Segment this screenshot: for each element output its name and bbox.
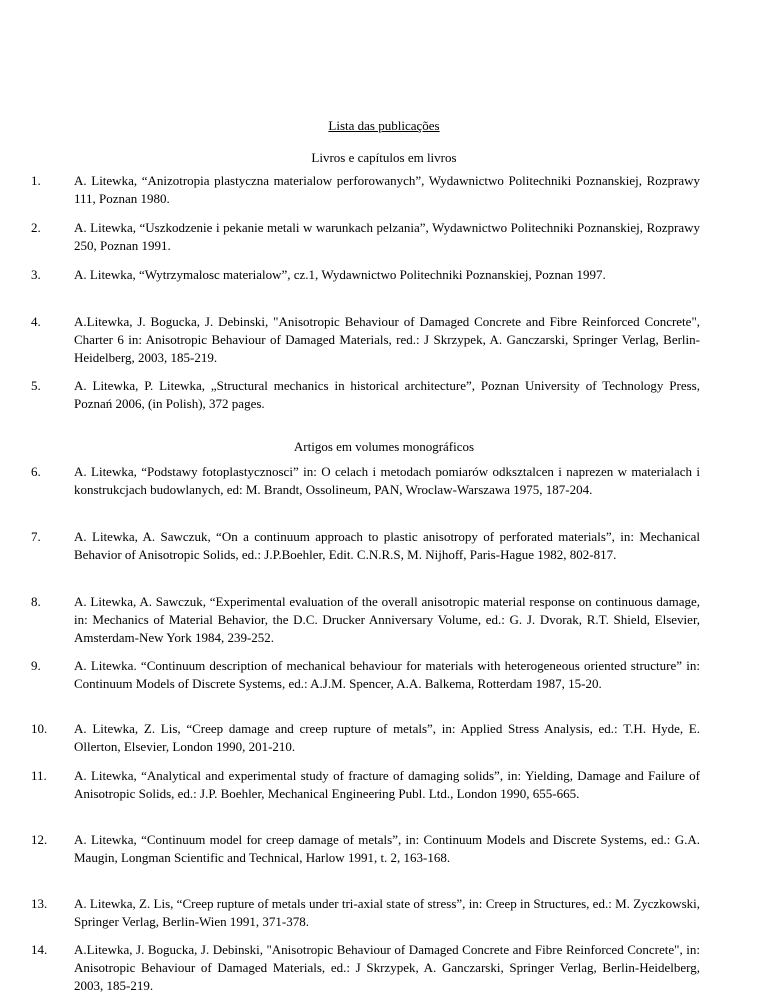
item-text: A. Litewka, “Anizotropia plastyczna materialow perforowanych”, Wydawnictwo Politechniki Poznanskiej, Rozprawy 111, Poznan 1980.	[74, 173, 700, 206]
item-text: A. Litewka, “Wytrzymalosc materialow”, cz.1, Wydawnictwo Politechniki Poznanskiej, Poznan 1997.	[74, 267, 606, 282]
item-number: 5.	[31, 378, 41, 393]
item-number: 14.	[31, 942, 48, 957]
item-number: 13.	[31, 896, 48, 911]
item-text: A. Litewka, “Continuum model for creep damage of metals”, in: Continuum Models and Discrete Systems, ed.: G.A. Maugin, Longman Scientific and Technical, Harlow 1991, t. 2, 163-168.	[74, 832, 700, 865]
item-number: 6.	[31, 464, 41, 479]
item-number: 8.	[31, 594, 41, 609]
item-text: A. Litewka, P. Litewka, „Structural mechanics in historical architecture”, Poznan University of Technology Press, Poznań 2006, (in Polish), 372 pages.	[74, 378, 700, 411]
section-title-articles: Artigos em volumes monográficos	[293, 439, 475, 454]
item-text: A. Litewka, “Analytical and experimental study of fracture of damaging solids”, in: Yielding, Damage and Failure of Anisotropic Solids, ed.: J.P. Boehler, Mechanical Engineering Publ. Ltd., London 1990, 655-665.	[74, 768, 700, 801]
main-title: Lista das publicações	[328, 118, 440, 133]
item-text: A.Litewka, J. Bogucka, J. Debinski, "Anisotropic Behaviour of Damaged Concrete and Fibre Reinforced Concrete", in: Anisotropic Behaviour of Damaged Materials, ed.: J Skrzypek, A. Ganczarski, Springer Verlag, Berlin-Heidelberg, 2003, 185-219.	[74, 942, 700, 993]
item-text: A. Litewka, A. Sawczuk, “On a continuum approach to plastic anisotropy of perforated materials”, in: Mechanical Behavior of Anisotropic Solids, ed.: J.P.Boehler, Edit. C.N.R.S, M. Nijhoff, Paris-Hague 1982, 802-817.	[74, 529, 700, 562]
item-number: 2.	[31, 220, 41, 235]
section-title-books: Livros e capítulos em livros	[311, 150, 457, 165]
item-number: 9.	[31, 658, 41, 673]
item-number: 4.	[31, 314, 41, 329]
item-text: A. Litewka. “Continuum description of mechanical behaviour for materials with heterogeneous oriented structure” in: Continuum Models of Discrete Systems, ed.: A.J.M. Spencer, A.A. Balkema, Rotterdam 1987, 15-20.	[74, 658, 700, 691]
item-number: 12.	[31, 832, 48, 847]
item-text: A. Litewka, A. Sawczuk, “Experimental evaluation of the overall anisotropic material response on continuous damage, in: Mechanics of Material Behavior, the D.C. Drucker Anniversary Volume, ed.: G. J. Dvorak, R.T. Shield, Elsevier, Amsterdam-New York 1984, 239-252.	[74, 594, 700, 645]
item-number: 11.	[31, 768, 47, 783]
item-text: A. Litewka, Z. Lis, “Creep rupture of metals under tri-axial state of stress”, in: Creep in Structures, ed.: M. Zyczkowski, Springer Verlag, Berlin-Wien 1991, 371-378.	[74, 896, 700, 929]
item-text: A.Litewka, J. Bogucka, J. Debinski, "Anisotropic Behaviour of Damaged Concrete and Fibre Reinforced Concrete", Charter 6 in: Anisotropic Behaviour of Damaged Materials, red.: J Skrzypek, A. Ganczarski, Springer Verlag, Berlin-Heidelberg, 2003, 185-219.	[74, 314, 700, 365]
item-text: A. Litewka, “Podstawy fotoplastycznosci” in: O celach i metodach pomiarów odksztalcen i naprezen w materialach i konstrukcjach budowlanych, ed: M. Brandt, Ossolineum, PAN, Wroclaw-Warszawa 1975, 187-204.	[74, 464, 700, 497]
item-number: 1.	[31, 173, 41, 188]
item-number: 3.	[31, 267, 41, 282]
item-number: 10.	[31, 721, 48, 736]
item-number: 7.	[31, 529, 41, 544]
item-text: A. Litewka, “Uszkodzenie i pekanie metali w warunkach pelzania”, Wydawnictwo Politechniki Poznanskiej, Rozprawy 250, Poznan 1991.	[74, 220, 700, 253]
item-text: A. Litewka, Z. Lis, “Creep damage and creep rupture of metals”, in: Applied Stress Analysis, ed.: T.H. Hyde, E. Ollerton, Elsevier, London 1990, 201-210.	[74, 721, 700, 754]
